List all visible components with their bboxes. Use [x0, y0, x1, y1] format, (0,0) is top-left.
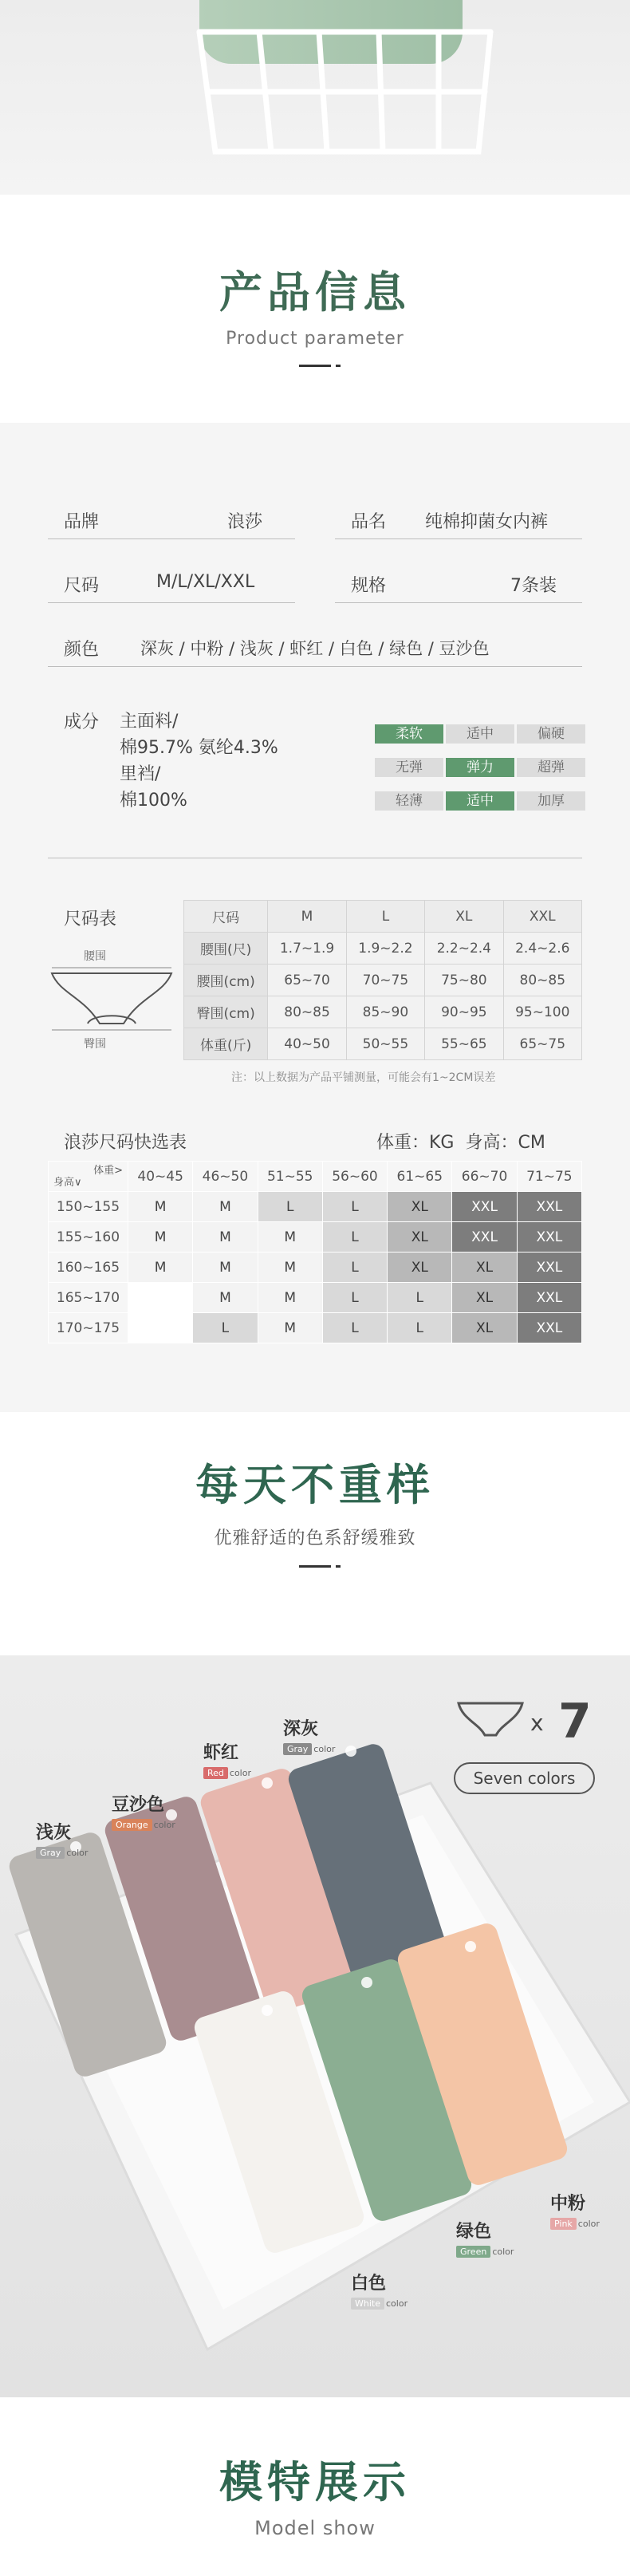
table-cell: 85~90 — [346, 996, 424, 1028]
quick-select-title: 浪莎尺码快选表 — [64, 1133, 187, 1153]
hip-label: 臀围 — [84, 1038, 106, 1051]
table-cell: 70~75 — [346, 965, 424, 996]
table-row — [49, 1222, 582, 1252]
color-name: 深灰 — [283, 1719, 319, 1739]
color-label — [351, 2270, 408, 2310]
table-cell: 90~95 — [425, 996, 503, 1028]
table-header-cell: 66~70 — [452, 1162, 517, 1192]
color-label — [36, 1819, 88, 1859]
table-cell: L — [388, 1313, 452, 1343]
table-cell: 腰围(尺) — [184, 933, 268, 965]
table-header-cell: 46~50 — [193, 1162, 258, 1192]
table-row — [184, 933, 582, 965]
corner-height-label: 身高∨ — [53, 1176, 82, 1189]
color-value: 深灰 / 中粉 / 浅灰 / 虾红 / 白色 / 绿色 / 豆沙色 — [140, 639, 490, 658]
color-suffix: color — [229, 1768, 251, 1778]
material-line: 主面料/ — [120, 712, 179, 732]
table-cell: M — [193, 1222, 258, 1252]
table-cell: XXL — [517, 1192, 581, 1222]
color-label: 颜色 — [64, 640, 100, 660]
feel-tag: 弹力 — [446, 758, 514, 777]
corner-weight-label: 体重> — [93, 1164, 123, 1177]
table-cell: M — [128, 1222, 193, 1252]
table-header-row — [49, 1162, 582, 1192]
color-label — [456, 2218, 514, 2258]
color-pill — [203, 1764, 251, 1779]
material-label: 成分 — [64, 712, 100, 732]
table-row — [184, 1028, 582, 1060]
feel-tag: 加厚 — [517, 791, 585, 811]
table-cell: XL — [388, 1222, 452, 1252]
model-subtitle: Model show — [254, 2517, 376, 2539]
quick-select-units: 体重：KG 身高：CM — [376, 1133, 545, 1153]
table-cell: 75~80 — [425, 965, 503, 996]
table-cell: XL — [452, 1313, 517, 1343]
table-corner-cell — [49, 1162, 128, 1192]
table-cell: XXL — [517, 1313, 581, 1343]
underwear-tray-illustration — [0, 1655, 630, 2397]
table-cell: L — [322, 1313, 387, 1343]
table-cell: XL — [425, 901, 503, 933]
material-line: 棉95.7% 氨纶4.3% — [120, 738, 278, 758]
feel-tag: 超弹 — [517, 758, 585, 777]
material-text — [120, 708, 278, 814]
color-en-name: Gray — [283, 1743, 312, 1755]
table-cell: 55~65 — [425, 1028, 503, 1060]
color-suffix: color — [577, 2219, 600, 2229]
color-label — [283, 1715, 335, 1755]
table-cell: M — [128, 1252, 193, 1283]
table-cell: 65~75 — [503, 1028, 581, 1060]
table-cell: 2.2~2.4 — [425, 933, 503, 965]
quick-select-table — [48, 1161, 582, 1343]
params-heading — [0, 267, 630, 367]
waist-label: 腰围 — [84, 950, 106, 963]
table-cell: 腰围(cm) — [184, 965, 268, 996]
colors-title: 每天不重样 — [195, 1460, 435, 1510]
color-suffix: color — [153, 1820, 175, 1830]
table-cell: L — [258, 1192, 322, 1222]
feel-tag: 适中 — [446, 791, 514, 811]
size-value: M/L/XL/XXL — [156, 572, 255, 592]
size-chart-title: 尺码表 — [64, 909, 117, 929]
color-pill — [456, 2243, 514, 2258]
size-label: 尺码 — [64, 576, 100, 596]
row-divider — [48, 666, 582, 667]
table-cell: XXL — [517, 1222, 581, 1252]
color-en-name: Orange — [112, 1819, 152, 1831]
brand-value: 浪莎 — [227, 512, 263, 532]
spec-value: 7条装 — [510, 576, 557, 596]
table-cell: M — [258, 1283, 322, 1313]
table-cell: L — [346, 901, 424, 933]
color-name: 白色 — [351, 2274, 387, 2294]
feel-tag: 适中 — [446, 724, 514, 744]
model-title: 模特展示 — [219, 2457, 411, 2507]
table-cell: XXL — [503, 901, 581, 933]
table-cell: M — [258, 1313, 322, 1343]
table-cell: 65~70 — [268, 965, 346, 996]
table-cell: XL — [452, 1252, 517, 1283]
color-count: 7 — [558, 1694, 592, 1750]
table-cell: 80~85 — [268, 996, 346, 1028]
table-header-cell: 40~45 — [128, 1162, 193, 1192]
spec-label: 规格 — [351, 576, 387, 596]
table-cell: L — [193, 1313, 258, 1343]
table-header-cell: 51~55 — [258, 1162, 322, 1192]
color-suffix: color — [386, 2298, 408, 2309]
color-pill — [112, 1816, 175, 1831]
feel-tag: 柔软 — [375, 724, 443, 744]
colors-subtitle: 优雅舒适的色系舒缓雅致 — [214, 1529, 416, 1548]
table-cell: 臀围(cm) — [184, 996, 268, 1028]
brand-label: 品牌 — [64, 512, 100, 532]
table-header-cell: 61~65 — [388, 1162, 452, 1192]
table-cell: 1.7~1.9 — [268, 933, 346, 965]
size-chart-table — [183, 900, 582, 1060]
color-label — [112, 1791, 175, 1831]
material-line: 棉100% — [120, 791, 187, 811]
table-cell: L — [322, 1192, 387, 1222]
table-cell — [128, 1283, 193, 1313]
table-cell: 40~50 — [268, 1028, 346, 1060]
row-divider — [335, 538, 582, 539]
color-name: 中粉 — [550, 2194, 586, 2214]
color-suffix: color — [66, 1848, 89, 1858]
table-cell: M — [258, 1252, 322, 1283]
table-cell — [128, 1313, 193, 1343]
table-cell: XXL — [452, 1222, 517, 1252]
table-row-header: 165~170 — [49, 1283, 128, 1313]
color-name: 浅灰 — [36, 1823, 72, 1843]
color-en-name: Red — [203, 1767, 228, 1779]
color-name: 豆沙色 — [112, 1795, 165, 1815]
color-suffix: color — [313, 1744, 336, 1754]
table-header-cell: 71~75 — [517, 1162, 581, 1192]
table-cell: XL — [452, 1283, 517, 1313]
params-subtitle: Product parameter — [226, 329, 404, 349]
name-label: 品名 — [351, 512, 387, 532]
color-suffix: color — [492, 2247, 514, 2257]
name-value: 纯棉抑菌女内裤 — [425, 512, 549, 532]
table-row-header: 160~165 — [49, 1252, 128, 1283]
color-pill — [550, 2215, 600, 2230]
wire-basket-graphic — [183, 0, 494, 160]
table-cell: XXL — [517, 1283, 581, 1313]
table-cell: 50~55 — [346, 1028, 424, 1060]
briefs-diagram — [44, 937, 179, 1037]
table-cell: XL — [388, 1192, 452, 1222]
table-cell: L — [322, 1222, 387, 1252]
table-row-header: 150~155 — [49, 1192, 128, 1222]
table-row — [184, 965, 582, 996]
color-name: 虾红 — [203, 1743, 239, 1763]
table-cell: L — [322, 1252, 387, 1283]
feel-tag: 无弹 — [375, 758, 443, 777]
table-cell: XXL — [452, 1192, 517, 1222]
color-en-name: White — [351, 2298, 384, 2310]
table-row — [49, 1192, 582, 1222]
table-cell: M — [128, 1192, 193, 1222]
color-label — [550, 2190, 600, 2230]
row-divider — [48, 602, 295, 603]
color-en-name: Green — [456, 2246, 490, 2258]
table-cell: 1.9~2.2 — [346, 933, 424, 965]
table-row — [49, 1313, 582, 1343]
hero-product-photo — [0, 0, 630, 195]
table-row — [49, 1252, 582, 1283]
table-header-row — [184, 901, 582, 933]
row-divider — [335, 602, 582, 603]
table-header-cell: 56~60 — [322, 1162, 387, 1192]
table-row — [49, 1283, 582, 1313]
color-name: 绿色 — [456, 2222, 492, 2242]
table-cell: L — [322, 1283, 387, 1313]
model-heading — [0, 2457, 630, 2539]
table-cell: XXL — [517, 1252, 581, 1283]
count-multiplier: x — [530, 1710, 544, 1736]
color-pill — [283, 1740, 335, 1755]
params-panel — [0, 423, 630, 1412]
table-cell: 体重(斤) — [184, 1028, 268, 1060]
color-en-name: Pink — [550, 2218, 577, 2230]
params-title: 产品信息 — [219, 267, 411, 318]
table-row — [184, 996, 582, 1028]
color-pill — [351, 2294, 408, 2310]
color-en-name: Gray — [36, 1847, 65, 1859]
table-row-header: 155~160 — [49, 1222, 128, 1252]
table-row-header: 170~175 — [49, 1313, 128, 1343]
table-cell: M — [193, 1283, 258, 1313]
table-cell: 80~85 — [503, 965, 581, 996]
feel-tag: 偏硬 — [517, 724, 585, 744]
feel-tag: 轻薄 — [375, 791, 443, 811]
table-cell: M — [268, 901, 346, 933]
table-cell: L — [388, 1283, 452, 1313]
title-dash-divider — [299, 1565, 331, 1568]
table-cell: M — [193, 1252, 258, 1283]
color-pill — [36, 1844, 88, 1859]
table-cell: 2.4~2.6 — [503, 933, 581, 965]
seven-colors-photo — [0, 1655, 630, 2397]
size-chart-note: 注：以上数据为产品平铺测量，可能会有1~2CM误差 — [231, 1071, 496, 1084]
title-dash-divider — [299, 365, 331, 367]
table-cell: 尺码 — [184, 901, 268, 933]
table-cell: M — [258, 1222, 322, 1252]
colors-heading — [0, 1460, 630, 1568]
row-divider — [48, 538, 295, 539]
color-label — [203, 1739, 251, 1779]
table-cell: 95~100 — [503, 996, 581, 1028]
table-cell: M — [193, 1192, 258, 1222]
material-line: 里裆/ — [120, 764, 161, 784]
seven-colors-badge: Seven colors — [473, 1769, 576, 1788]
table-cell: XL — [388, 1252, 452, 1283]
